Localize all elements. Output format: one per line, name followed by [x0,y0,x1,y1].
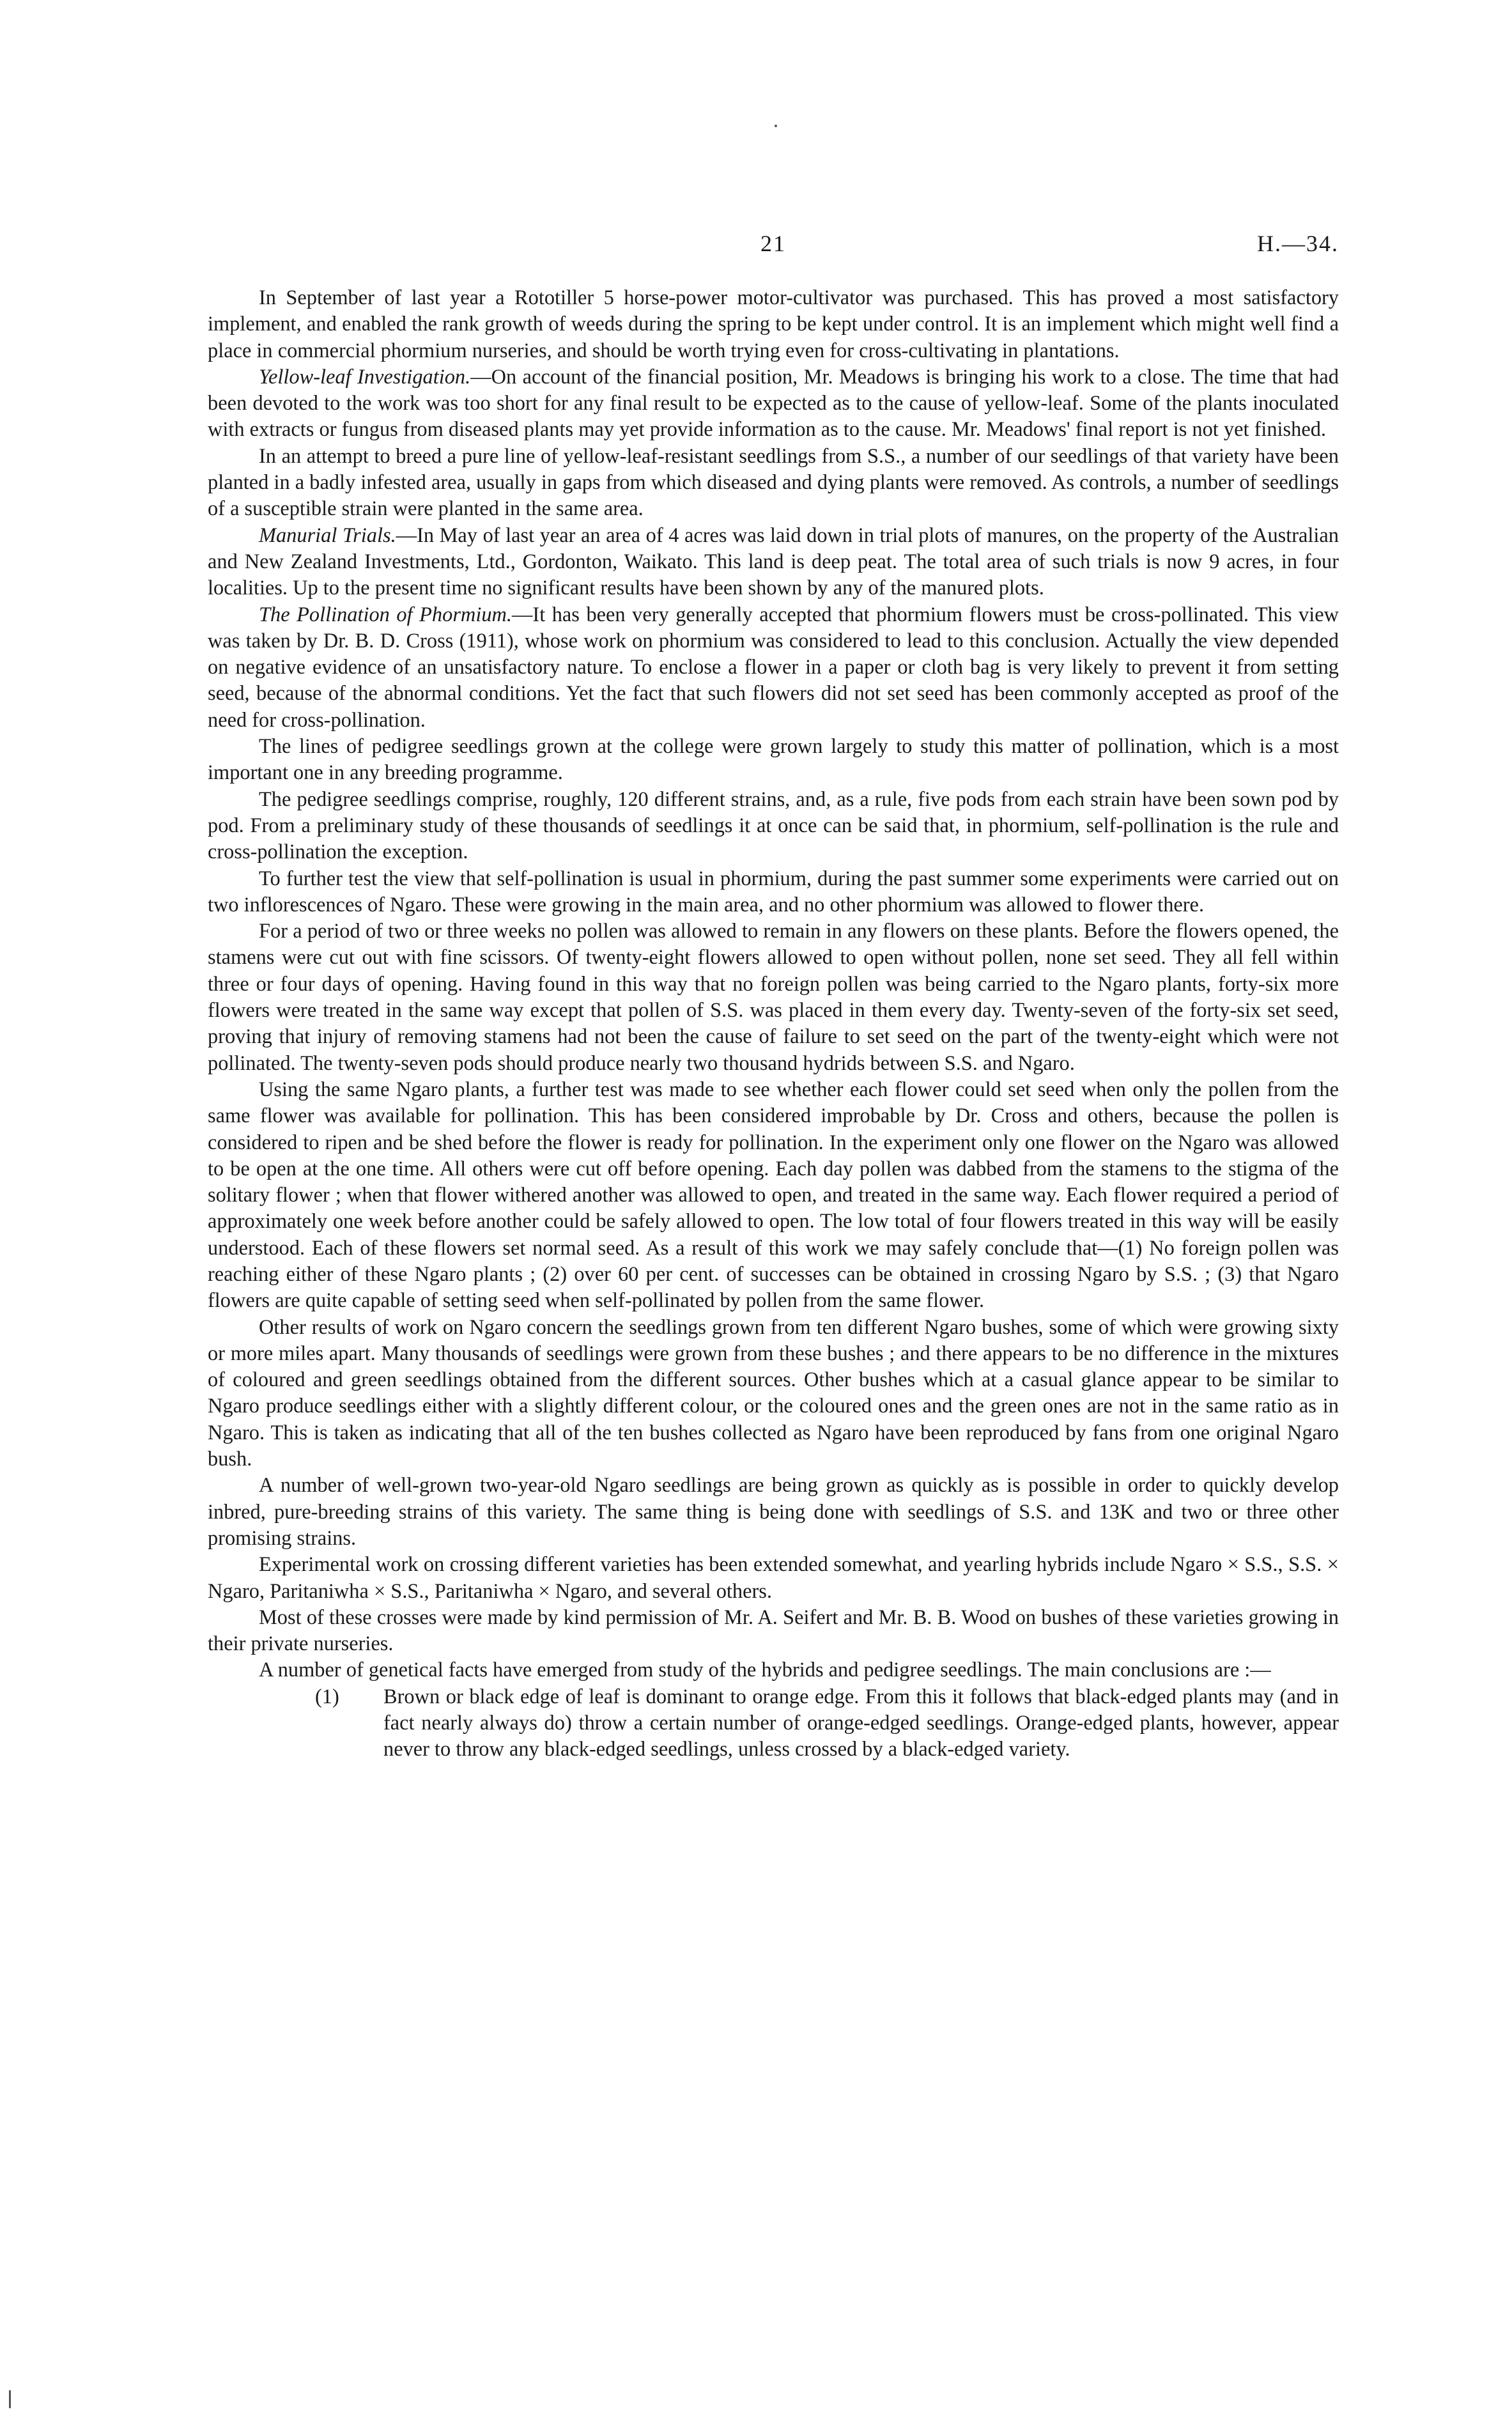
paragraph-pedigree-lines: The lines of pedigree seedlings grown at the college were grown largely to study this matter of pollination, which is a most important one in any breeding programme. [208,735,1339,785]
paragraph-crossing-varieties: Experimental work on crossing different varieties has been extended somewhat, and yearling hybrids include Ngaro × S.S., S.S. × Ngaro, Paritaniwha × S.S., Paritaniwha × Ngaro, and several others. [208,1553,1339,1603]
paragraph-pollination: The Pollination of Phormium.—It has been very generally accepted that phormium flowers must be cross-pollinated. This view was taken by Dr. B. D. Cross (1911), whose work on phormium was considered to lead to this conclusion. Actually the view depended on negative evidence of an unsatisfactory nature. To enclose a flower in a paper or cloth bag is very likely to prevent it from setting seed, because of the abnormal conditions. Yet the fact that such flowers did not set seed has been commonly accepted as proof of the need for cross-pollination. [208,603,1339,732]
section-heading-yellow-leaf: Yellow-leaf Investigation. [259,365,471,389]
paragraph-inbred-strains: A number of well-grown two-year-old Ngaro seedlings are being grown as quickly as is possible in order to quickly develop inbred, pure-breeding strains of this variety. The same thing is being done with seedlings of S.S. and 13K and two or three other promising strains. [208,1474,1339,1550]
page-header [208,230,1339,268]
paragraph-rototiller: In September of last year a Rototiller 5 horse-power motor-cultivator was purchased. This has proved a most satisfactory implement, and enabled the rank growth of weeds during the spring to be kept under control. It is an implement which might well find a place in commercial phormium nurseries, and should be worth trying even for cross-cultivating in plantations. [208,286,1339,362]
body-text [208,285,1339,1763]
scan-edge-mark [9,2390,11,2408]
paragraph-pedigree-strains: The pedigree seedlings comprise, roughly, 120 different strains, and, as a rule, five pods from each strain have been sown pod by pod. From a preliminary study of these thousands of seedlings it at once can be said that, in phormium, self-pollination is the rule and cross-pollination the exception. [208,787,1339,864]
paragraph-resistant-seedlings: In an attempt to breed a pure line of yellow-leaf-resistant seedlings from S.S., a number of our seedlings of that variety have been planted in a badly infested area, usually in gaps from which diseased and dying plants were removed. As controls, a number of seedlings of a susceptible strain were planted in the same area. [208,444,1339,521]
paragraph-yellow-leaf: Yellow-leaf Investigation.—On account of the financial position, Mr. Meadows is bringing his work to a close. The time that had been devoted to the work was too short for any final result to be expected as to the cause of yellow-leaf. Some of the plants inoculated with extracts or fungus from diseased plants may yet provide information as to the cause. Mr. Meadows' final report is not yet finished. [208,365,1339,442]
paragraph-self-pollination-test: Using the same Ngaro plants, a further test was made to see whether each flower could set seed when only the pollen from the same flower was available for pollination. This has been considered improbable by Dr. Cross and others, because the pollen is considered to ripen and be shed before the flower is ready for pollination. In the experiment only one flower on the Ngaro was allowed to be open at the one time. All others were cut off before opening. Each day pollen was dabbed from the stamens to the stigma of the solitary flower ; when that flower withered another was allowed to open, and treated in the same way. Each flower required a period of approximately one week before another could be safely allowed to open. The low total of four flowers treated in this way will be easily understood. Each of these flowers set normal seed. As a result of this work we may safely conclude that—(1) No foreign pollen was reaching either of these Ngaro plants ; (2) over 60 per cent. of successes can be obtained in crossing Ngaro by S.S. ; (3) that Ngaro flowers are quite capable of setting seed when self-pollinated by pollen from the same flower. [208,1078,1339,1313]
paragraph-ngaro-bushes: Other results of work on Ngaro concern the seedlings grown from ten different Ngaro bushes, some of which were growing sixty or more miles apart. Many thousands of seedlings were grown from these bushes ; and there appears to be no difference in the mixtures of coloured and green seedlings obtained from the different sources. Other bushes which at a casual glance appear to be similar to Ngaro produce seedlings either with a slightly different colour, or the coloured ones and the green ones are not in the same ratio as in Ngaro. This is taken as indicating that all of the ten bushes collected as Ngaro have been reproduced by fans from one original Ngaro bush. [208,1315,1339,1471]
section-heading-pollination: The Pollination of Phormium. [259,603,513,626]
scan-dot-mark [775,125,777,127]
conclusion-list-item: (1) Brown or black edge of leaf is dominant to orange edge. From this it follows that black-edged plants may (and in fact nearly always do) throw a certain number of orange-edged seedlings. Orange-edged plants, however, appear never to throw any black-edged seedlings, unless crossed by a black-edged variety. [315,1685,1339,1761]
paragraph-pollen-removal: For a period of two or three weeks no pollen was allowed to remain in any flowers on these plants. Before the flowers opened, the stamens were cut out with fine scissors. Of twenty-eight flowers allowed to open without pollen, none set seed. They all fell within three or four days of opening. Having found in this way that no foreign pollen was being carried to the Ngaro plants, forty-six more flowers were treated in the same way except that pollen of S.S. was placed in them every day. Twenty-seven of the forty-six set seed, proving that injury of removing stamens had not been the cause of failure to set seed on the part of the twenty-eight which were not pollinated. The twenty-seven pods should produce nearly two thousand hydrids between S.S. and Ngaro. [208,920,1339,1075]
paragraph-crosses-permission: Most of these crosses were made by kind permission of Mr. A. Seifert and Mr. B. B. Wood on bushes of these varieties growing in their private nurseries. [208,1605,1339,1656]
section-heading-manurial-trials: Manurial Trials. [259,523,396,547]
paragraph-genetical-facts: A number of genetical facts have emerged from study of the hybrids and pedigree seedlings. The main conclusions are :— [259,1659,1271,1682]
paragraph-ngaro-experiments: To further test the view that self-pollination is usual in phormium, during the past summer some experiments were carried out on two inflorescences of Ngaro. These were growing in the main area, and no other phormium was allowed to flower there. [208,867,1339,916]
page-number: 21 [760,231,786,256]
list-item-number: (1) [315,1685,339,1708]
document-reference: H.—34. [1257,231,1339,256]
paragraph-manurial-trials: Manurial Trials.—In May of last year an area of 4 acres was laid down in trial plots of manures, on the property of the Australian and New Zealand Investments, Ltd., Gordonton, Waikato. This land is deep peat. The total area of such trials is now 9 acres, in four localities. Up to the present time no significant results have been shown by any of the manured plots. [208,523,1339,600]
